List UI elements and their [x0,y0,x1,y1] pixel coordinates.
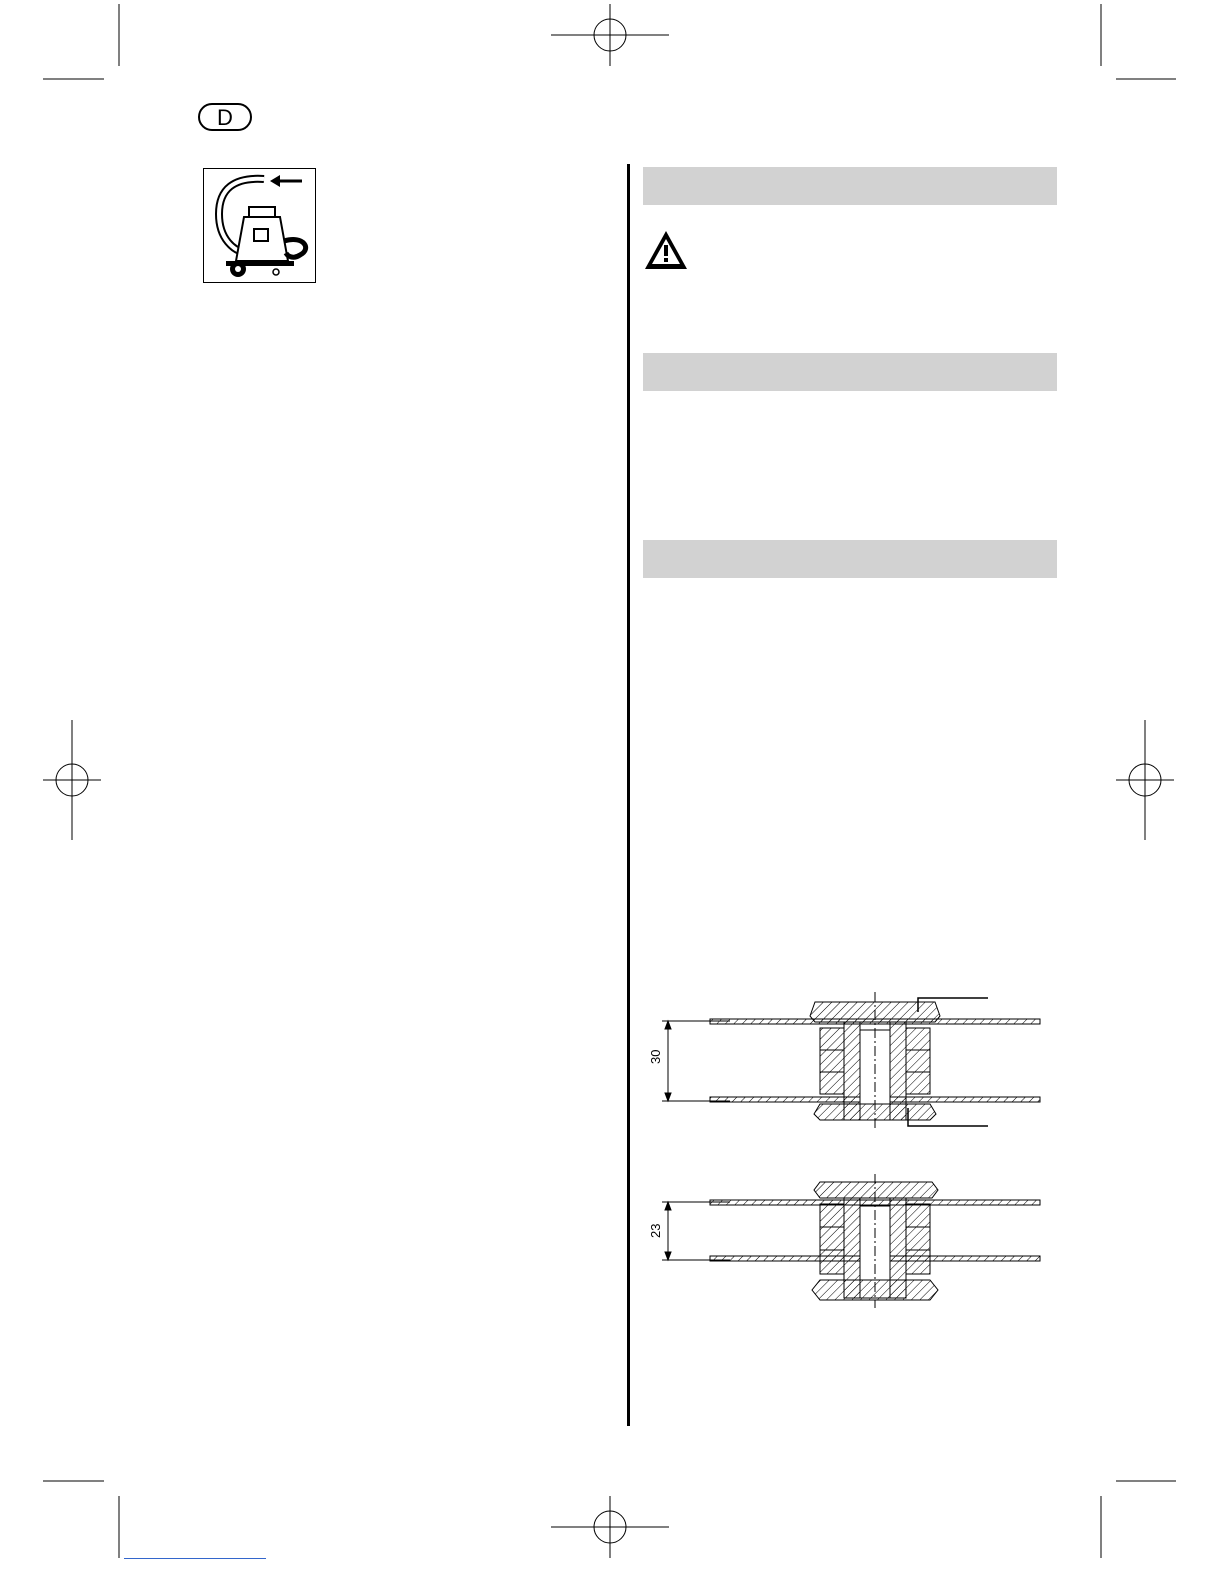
section-heading-1 [643,167,1057,205]
section-heading-3-title [643,540,1057,556]
section-heading-2-title [643,353,1057,369]
vacuum-cleaner-icon [203,168,316,283]
section-heading-3 [643,540,1057,578]
spool-drawing-tall [640,990,1060,1135]
dimension-label-30: 30 [648,1049,663,1064]
section-heading-2 [643,353,1057,391]
column-divider [627,164,630,1426]
dimension-label-23: 23 [648,1223,663,1238]
section-heading-1-title [643,167,1057,183]
warning-triangle-icon [643,229,689,271]
spool-drawing-short [640,1172,1060,1312]
language-badge: D [198,103,252,131]
bottom-underline [124,1558,266,1559]
